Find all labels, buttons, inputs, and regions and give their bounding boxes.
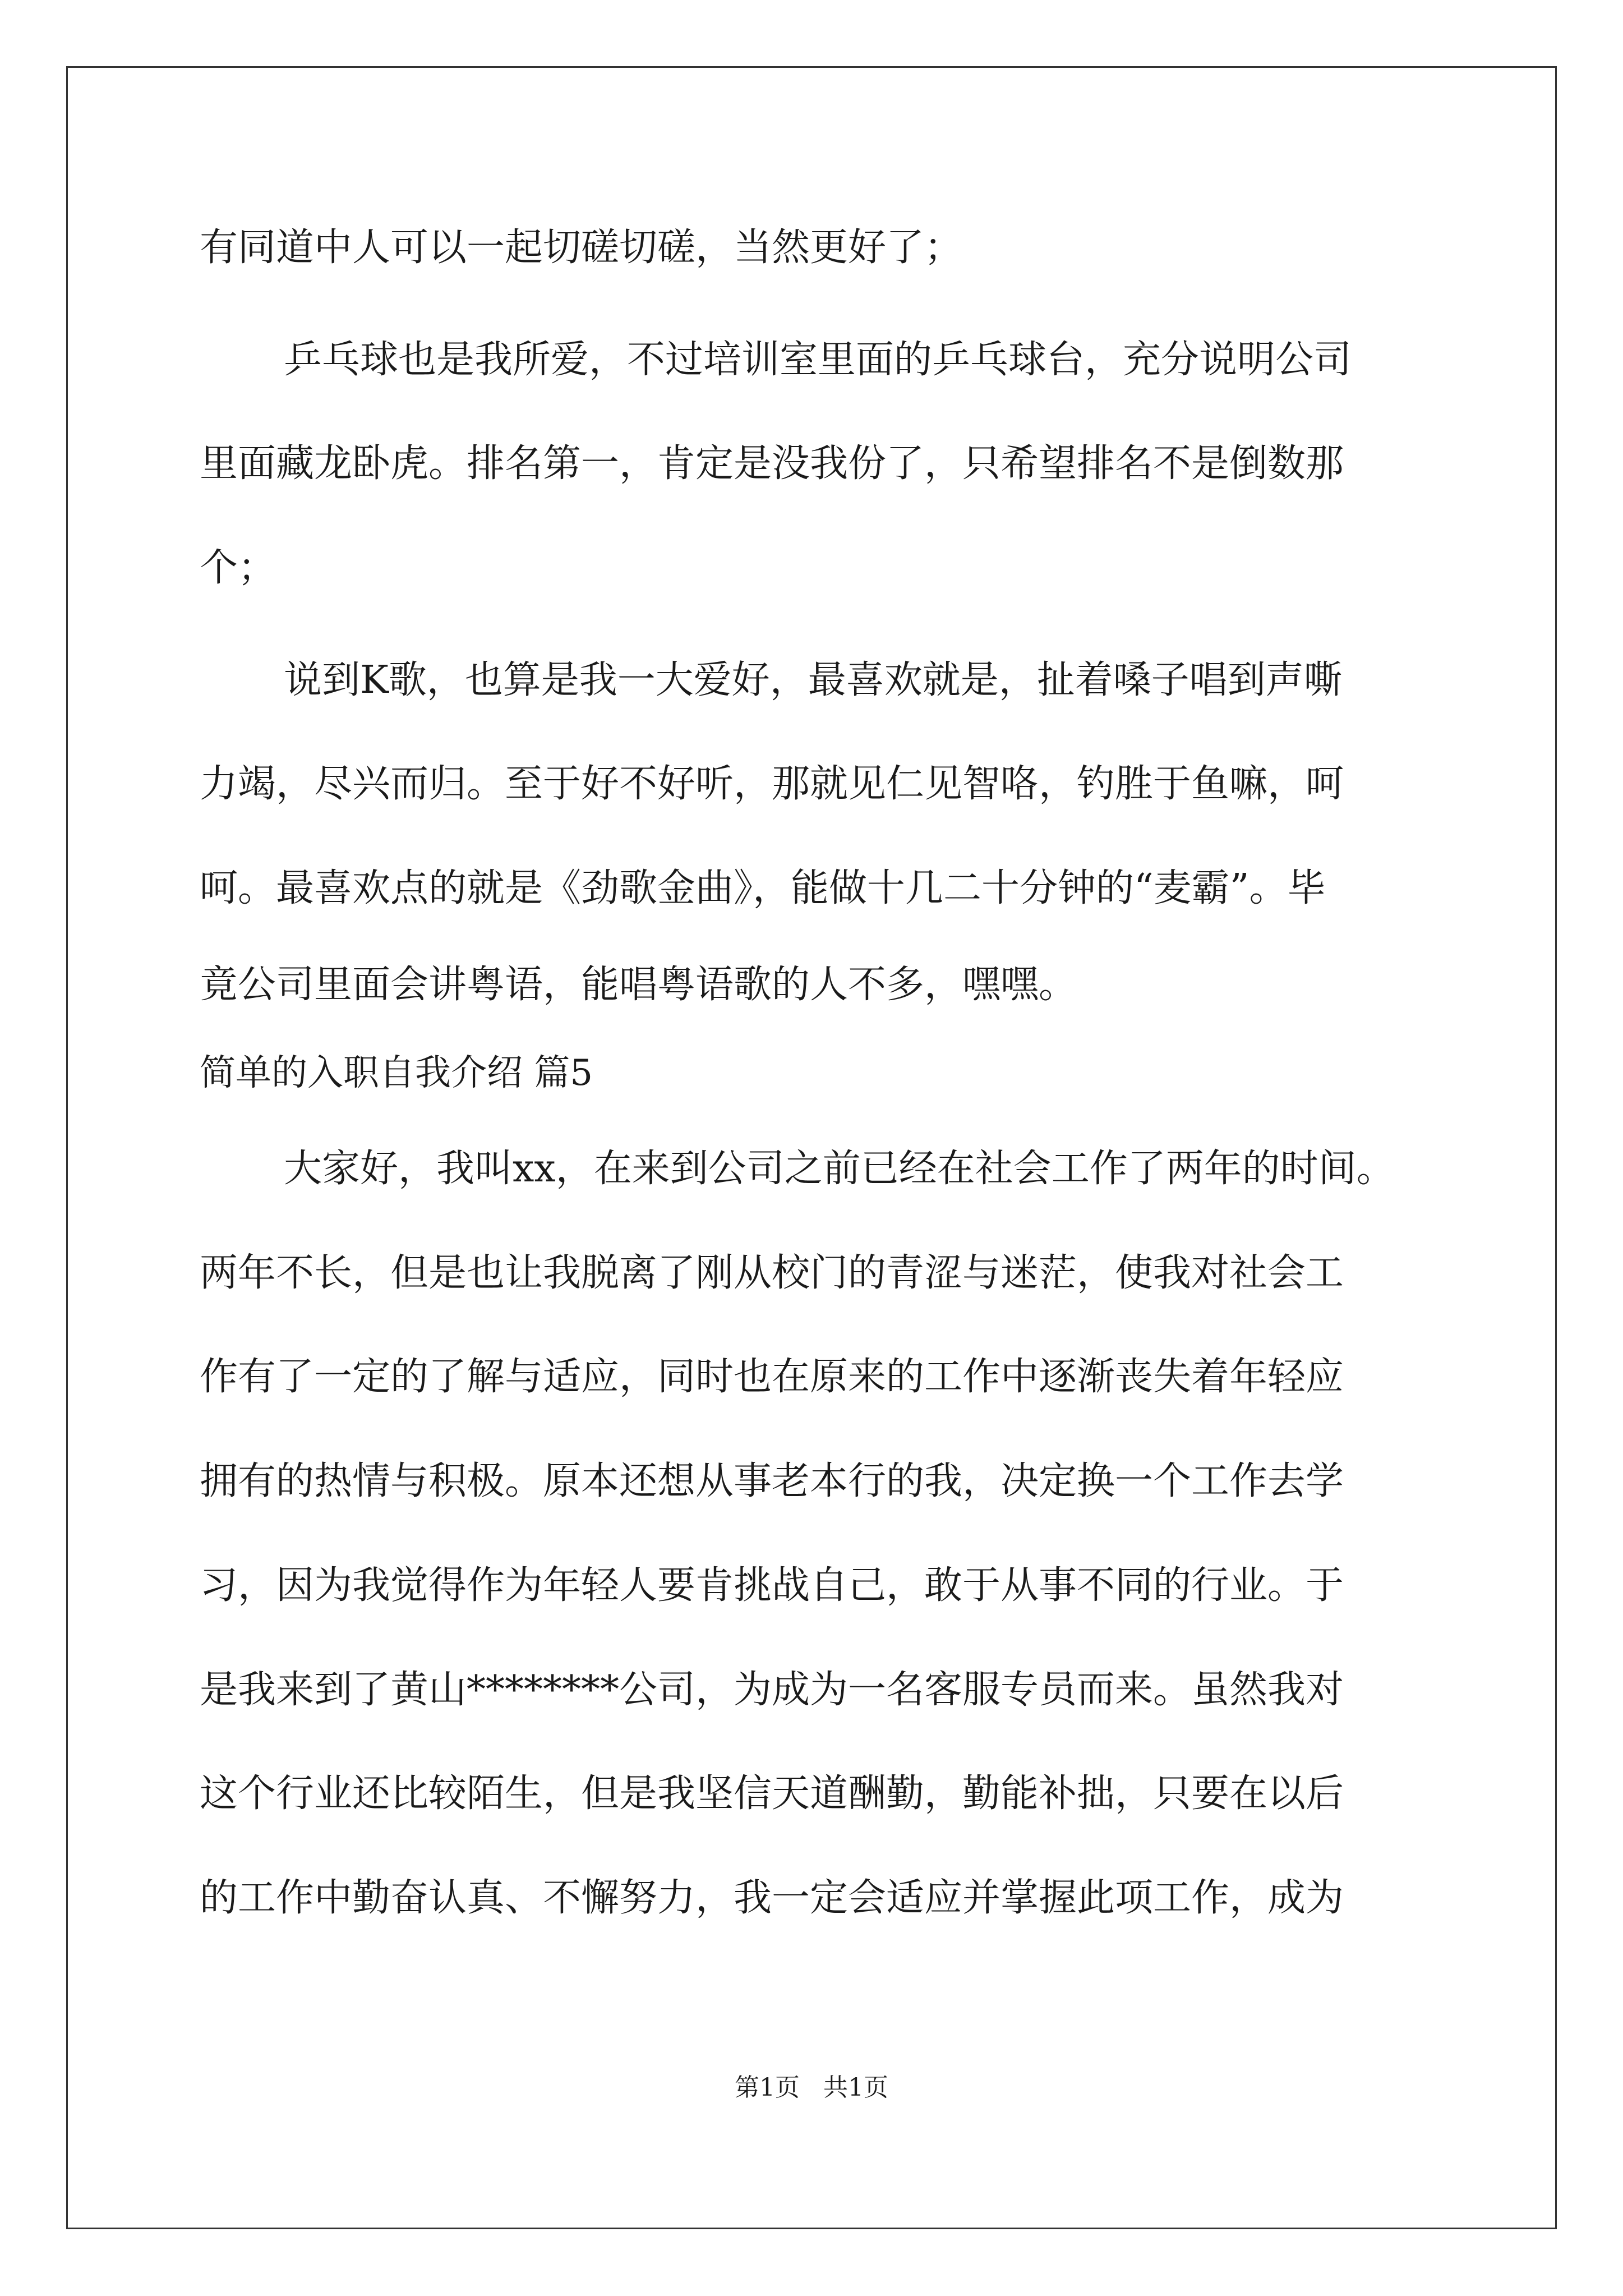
text-line: 有同道中人可以一起切磋切磋，当然更好了； xyxy=(200,226,963,270)
text-line: 里面藏龙卧虎。排名第一，肯定是没我份了，只希望排名不是倒数那 xyxy=(200,441,1344,486)
section-heading: 简单的入职自我介绍 篇5 xyxy=(200,1052,593,1094)
text-line: 呵。最喜欢点的就是《劲歌金曲》，能做十几二十分钟的“麦霸”。毕 xyxy=(200,866,1326,910)
page-footer: 第1页 共1页 xyxy=(735,2073,888,2102)
text-line: 是我来到了黄山********公司，为成为一名客服专员而来。虽然我对 xyxy=(200,1668,1344,1712)
paragraph-start-line: 说到K歌，也算是我一大爱好，最喜欢就是，扯着嗓子唱到声嘶 xyxy=(284,658,1342,702)
text-line: 作有了一定的了解与适应，同时也在原来的工作中逐渐丧失着年轻应 xyxy=(200,1355,1344,1399)
paragraph-start-line: 乒乓球也是我所爱，不过培训室里面的乒乓球台，充分说明公司 xyxy=(284,338,1352,382)
text-line: 力竭，尽兴而归。至于好不好听，那就见仁见智咯，钓胜于鱼嘛，呵 xyxy=(200,762,1344,806)
text-line: 这个行业还比较陌生，但是我坚信天道酬勤，勤能补拙，只要在以后 xyxy=(200,1772,1344,1816)
text-line: 两年不长，但是也让我脱离了刚从校门的青涩与迷茫，使我对社会工 xyxy=(200,1251,1344,1295)
text-line: 竟公司里面会讲粤语，能唱粤语歌的人不多，嘿嘿。 xyxy=(200,963,1077,1007)
text-line: 的工作中勤奋认真、不懈努力，我一定会适应并掌握此项工作，成为 xyxy=(200,1876,1344,1920)
text-line: 习，因为我觉得作为年轻人要肯挑战自己，敢于从事不同的行业。于 xyxy=(200,1563,1344,1608)
text-line: 拥有的热情与积极。原本还想从事老本行的我，决定换一个工作去学 xyxy=(200,1459,1344,1503)
text-line: 个； xyxy=(200,546,276,590)
paragraph-start-line: 大家好，我叫xx，在来到公司之前已经在社会工作了两年的时间。 xyxy=(284,1147,1395,1191)
